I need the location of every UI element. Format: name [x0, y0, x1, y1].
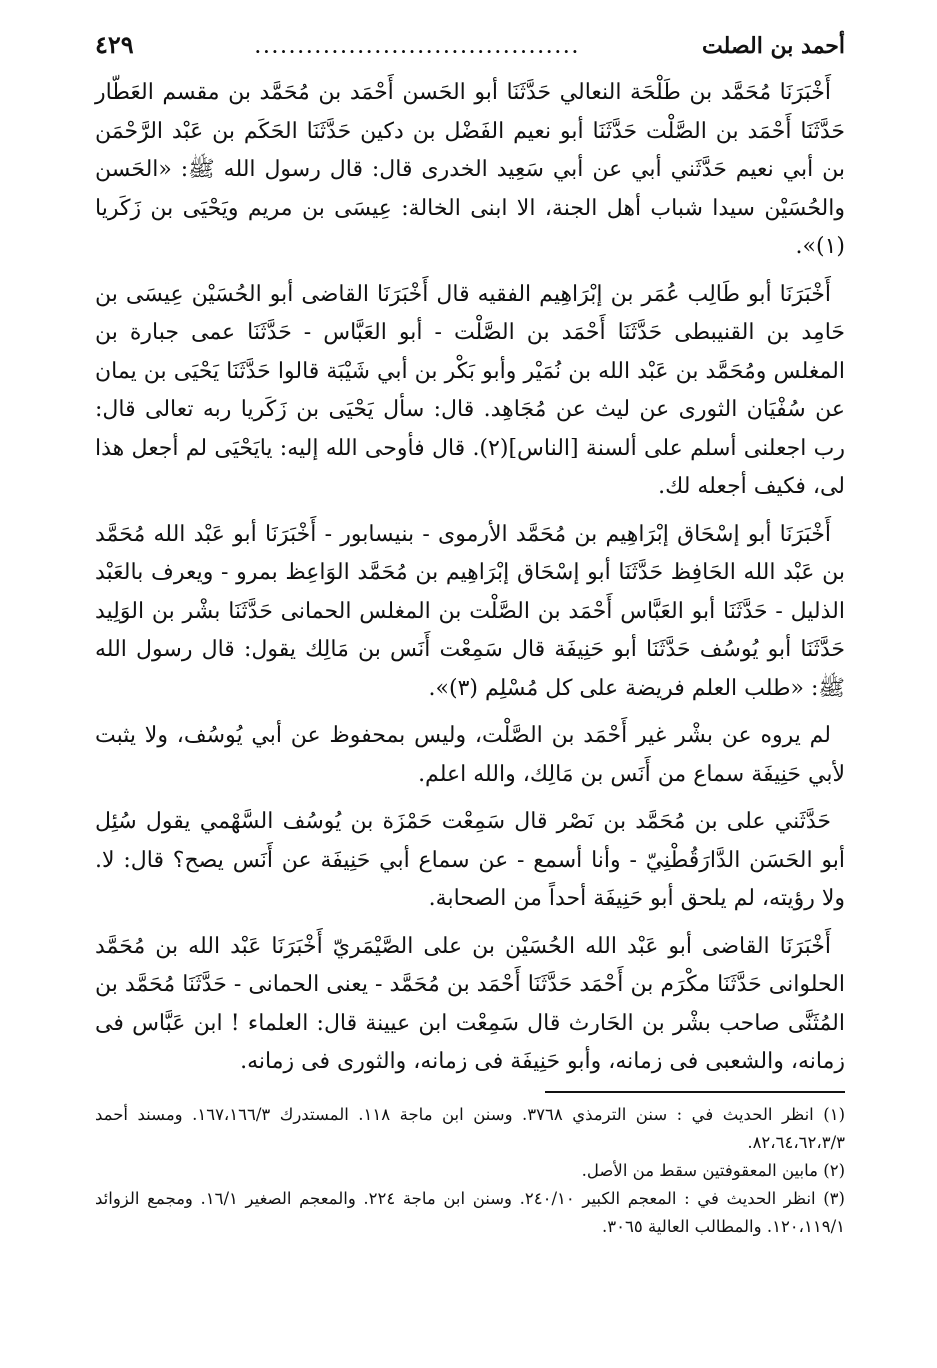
paragraph: أَخْبَرَنَا مُحَمَّد بن طَلْحَة النعالي حَدَّثَنَا أبو الحَسن أَحْمَد بن مُحَمَّد بن مقسم العَطّار حَدَّثَنَا أَحْمَد بن الصَّلْت حَدَّثَنَا أبو نعيم الفَضْل بن دكين حَدَّثَنَا الحَكَم بن عَبْد الرَّحْمَن بن أبي نعيم حَدَّثَني أبي عن أبي سَعِيد الخدرى قال: قال رسول الله ﷺ: «الحَسن والحُسَيْن سيدا شباب أهل الجنة، الا ابنى الخالة: عِيسَى بن مريم ويَحْيَى بن زَكَريا (١)».	[95, 80, 845, 259]
paragraph: أَخْبَرَنَا أبو إسْحَاق إبْرَاهِيم بن مُحَمَّد الأرموى - بنيسابور - أَخْبَرَنَا أبو عَبْد الله مُحَمَّد بن عَبْد الله الحَافِظ حَدَّثَنَا أبو إسْحَاق إبْرَاهِيم بن مُحَمَّد الوَاعِظ بمرو - ويعرف بالعَبْد الذليل - حَدَّثَنَا أبو العَبَّاس أَحْمَد بن الصَّلْت بن المغلس الحمانى حَدَّثَنَا بشْر بن الوَلِيد حَدَّثَنَا أبو يُوسُف حَدَّثَنَا أبو حَنِيفَة قال سَمِعْت أَنَس بن مَالِك يقول: قال رسول الله ﷺ: «طلب العلم فريضة على كل مُسْلِم (٣)».	[95, 521, 845, 701]
main-text	[95, 74, 845, 1082]
footnotes	[95, 1101, 845, 1241]
paragraph: أَخْبَرَنَا القاضى أبو عَبْد الله الحُسَيْن بن على الصَّيْمَريّ أَخْبَرَنَا عَبْد الله بن مُحَمَّد الحلوانى حَدَّثَنَا مكْرَم بن أَحْمَد حَدَّثَنَا أَحْمَد بن مُحَمَّد - يعنى الحمانى - حَدَّثَنَا مُحَمَّد بن المُثَنَّى صاحب بشْر بن الحَارث قال سَمِعْت ابن عيينة قال: العلماء ! ابن عَبَّاس فى زمانه، والشعبى فى زمانه، وأبو حَنِيفَة فى زمانه، والثورى فى زمانه.	[95, 933, 845, 1074]
paragraph: لم يروه عن بشْر غير أَحْمَد بن الصَّلْت، وليس بمحفوظ عن أبي يُوسُف، ولا يثبت لأبي حَنِيفَة سماع من أَنَس بن مَالِك، والله اعلم.	[95, 723, 845, 787]
paragraph: حَدَّثَني على بن مُحَمَّد بن نَصْر قال سَمِعْت حَمْزَة بن يُوسُف السَّهْمي يقول سُئِل أبو الحَسَن الدَّارَقُطْنِيّ - وأنا أسمع - عن سماع أبي حَنِيفَة عن أَنَس يصح؟ قال: لا. ولا رؤيته، لم يلحق أبو حَنِيفَة أحداً من الصحابة.	[95, 809, 845, 911]
footnote: (٢) مابين المعقوفتين سقط من الأصل.	[581, 1160, 845, 1180]
running-head	[95, 30, 845, 74]
running-head-title: أحمد بن الصلت	[702, 33, 845, 59]
footnote-separator	[545, 1091, 845, 1093]
footnote: (١) انظر الحديث في : سنن الترمذي ٣٧٦٨. وسنن ابن ماجة ١١٨. المستدرك ١٦٧،١٦٦/٣. ومسند أحمد ٨٢،٦٤،٦٢،٣/٣.	[95, 1104, 845, 1152]
book-page	[95, 30, 845, 1241]
paragraph: أَخْبَرَنَا أبو طَالِب عُمَر بن إبْرَاهِيم الفقيه قال أَخْبَرَنَا القاضى أبو الحُسَيْن عِيسَى بن حَامِد بن القنيبطى حَدَّثَنَا أَحْمَد بن الصَّلْت - أبو العَبَّاس - حَدَّثَنَا عمى جبارة بن المغلس ومُحَمَّد بن عَبْد الله بن نُمَيْر وأبو بَكْر بن أبي شَيْبَة قالوا حَدَّثَنَا يَحْيَى بن يمان عن سُفْيَان الثورى عن ليث عن مُجَاهِد. قال: سأل يَحْيَى بن زَكَريا ربه تعالى قال: رب اجعلنى أسلم على ألسنة [الناس](٢). قال فأوحى الله إليه: يايَحْيَى لم أجعل هذا لى، فكيف أجعله لك.	[95, 281, 845, 499]
leader-dots: ......................................	[255, 38, 581, 57]
footnote: (٣) انظر الحديث في : المعجم الكبير ٢٤٠/١٠. وسنن ابن ماجة ٢٢٤. والمعجم الصغير ١٦/١. ومجمع الزوائد ١٢٠،١١٩/١. والمطالب العالية ٣٠٦٥.	[95, 1188, 845, 1236]
page-number: ٤٢٩	[95, 30, 134, 59]
